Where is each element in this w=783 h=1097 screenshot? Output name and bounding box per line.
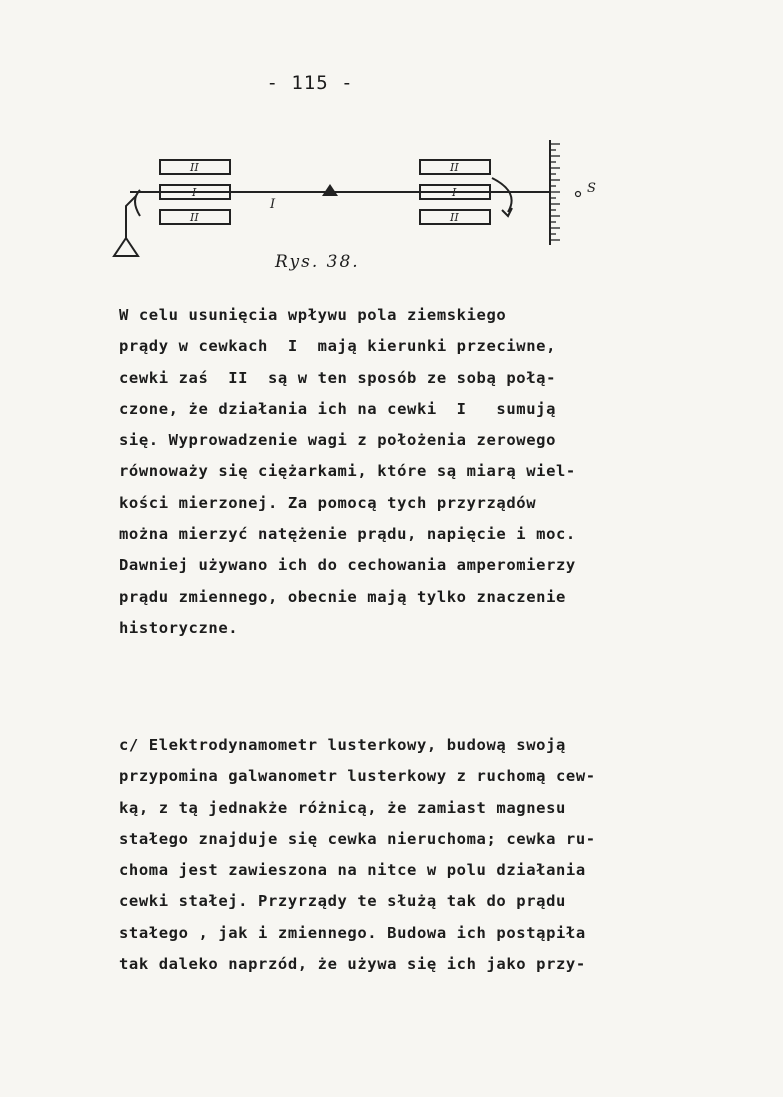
balance-diagram bbox=[100, 130, 640, 260]
text-line: stałego znajduje się cewka nieruchoma; cewka ru- bbox=[119, 829, 596, 848]
text-line: W celu usunięcia wpływu pola ziemskiego bbox=[119, 306, 507, 324]
text-line: równoważy się ciężarkami, które są miarą wiel- bbox=[119, 462, 576, 481]
text-line: cewki zaś II są w ten sposób ze sobą połą- bbox=[119, 368, 556, 387]
left-coil-middle-label: I bbox=[192, 186, 197, 199]
text-line: cewki stałej. Przyrządy te służą tak do prądu bbox=[119, 892, 566, 911]
text-line: można mierzyć natężenie prądu, napięcie i moc. bbox=[119, 525, 576, 544]
right-coil-middle-label: I bbox=[452, 186, 457, 199]
text-line: choma jest zawieszona na nitce w polu działania bbox=[119, 861, 586, 880]
scale-label: S bbox=[587, 181, 596, 196]
text-line: stałego , jak i zmiennego. Budowa ich postąpiła bbox=[119, 923, 586, 942]
right-coil-top-label: II bbox=[450, 161, 459, 174]
text-line: prądu zmiennego, obecnie mają tylko znaczenie bbox=[119, 587, 566, 606]
text-line: kości mierzonej. Za pomocą tych przyrządów bbox=[119, 493, 537, 512]
text-line: się. Wyprowadzenie wagi z położenia zerowego bbox=[119, 431, 556, 450]
page-number: - 115 - bbox=[266, 72, 354, 94]
pivot-icon bbox=[322, 184, 338, 196]
text-line: tak daleko naprzód, że używa się ich jako przy- bbox=[119, 955, 586, 974]
text-line: c/ Elektrodynamometr lusterkowy, budową swoją bbox=[119, 736, 566, 754]
paragraph-2 bbox=[119, 730, 699, 980]
left-coil-bottom-label: II bbox=[190, 211, 199, 224]
text-line: prądy w cewkach I mają kierunki przeciwne, bbox=[119, 337, 556, 356]
beam-label: I bbox=[270, 197, 276, 212]
text-line: ką, z tą jednakże różnicą, że zamiast magnesu bbox=[119, 798, 566, 817]
text-line: Dawniej używano ich do cechowania amperomierzy bbox=[119, 556, 576, 575]
text-line: historyczne. bbox=[119, 618, 239, 637]
support-icon bbox=[114, 190, 140, 256]
left-coil-top-label: II bbox=[190, 161, 199, 174]
paragraph-1 bbox=[119, 300, 699, 644]
figure-rys-38 bbox=[100, 130, 640, 260]
figure-caption: Rys. 38. bbox=[275, 252, 360, 272]
right-coil-bottom-label: II bbox=[450, 211, 459, 224]
text-line: czone, że działania ich na cewki I sumują bbox=[119, 399, 556, 418]
text-line: przypomina galwanometr lusterkowy z ruchomą cew- bbox=[119, 767, 596, 786]
